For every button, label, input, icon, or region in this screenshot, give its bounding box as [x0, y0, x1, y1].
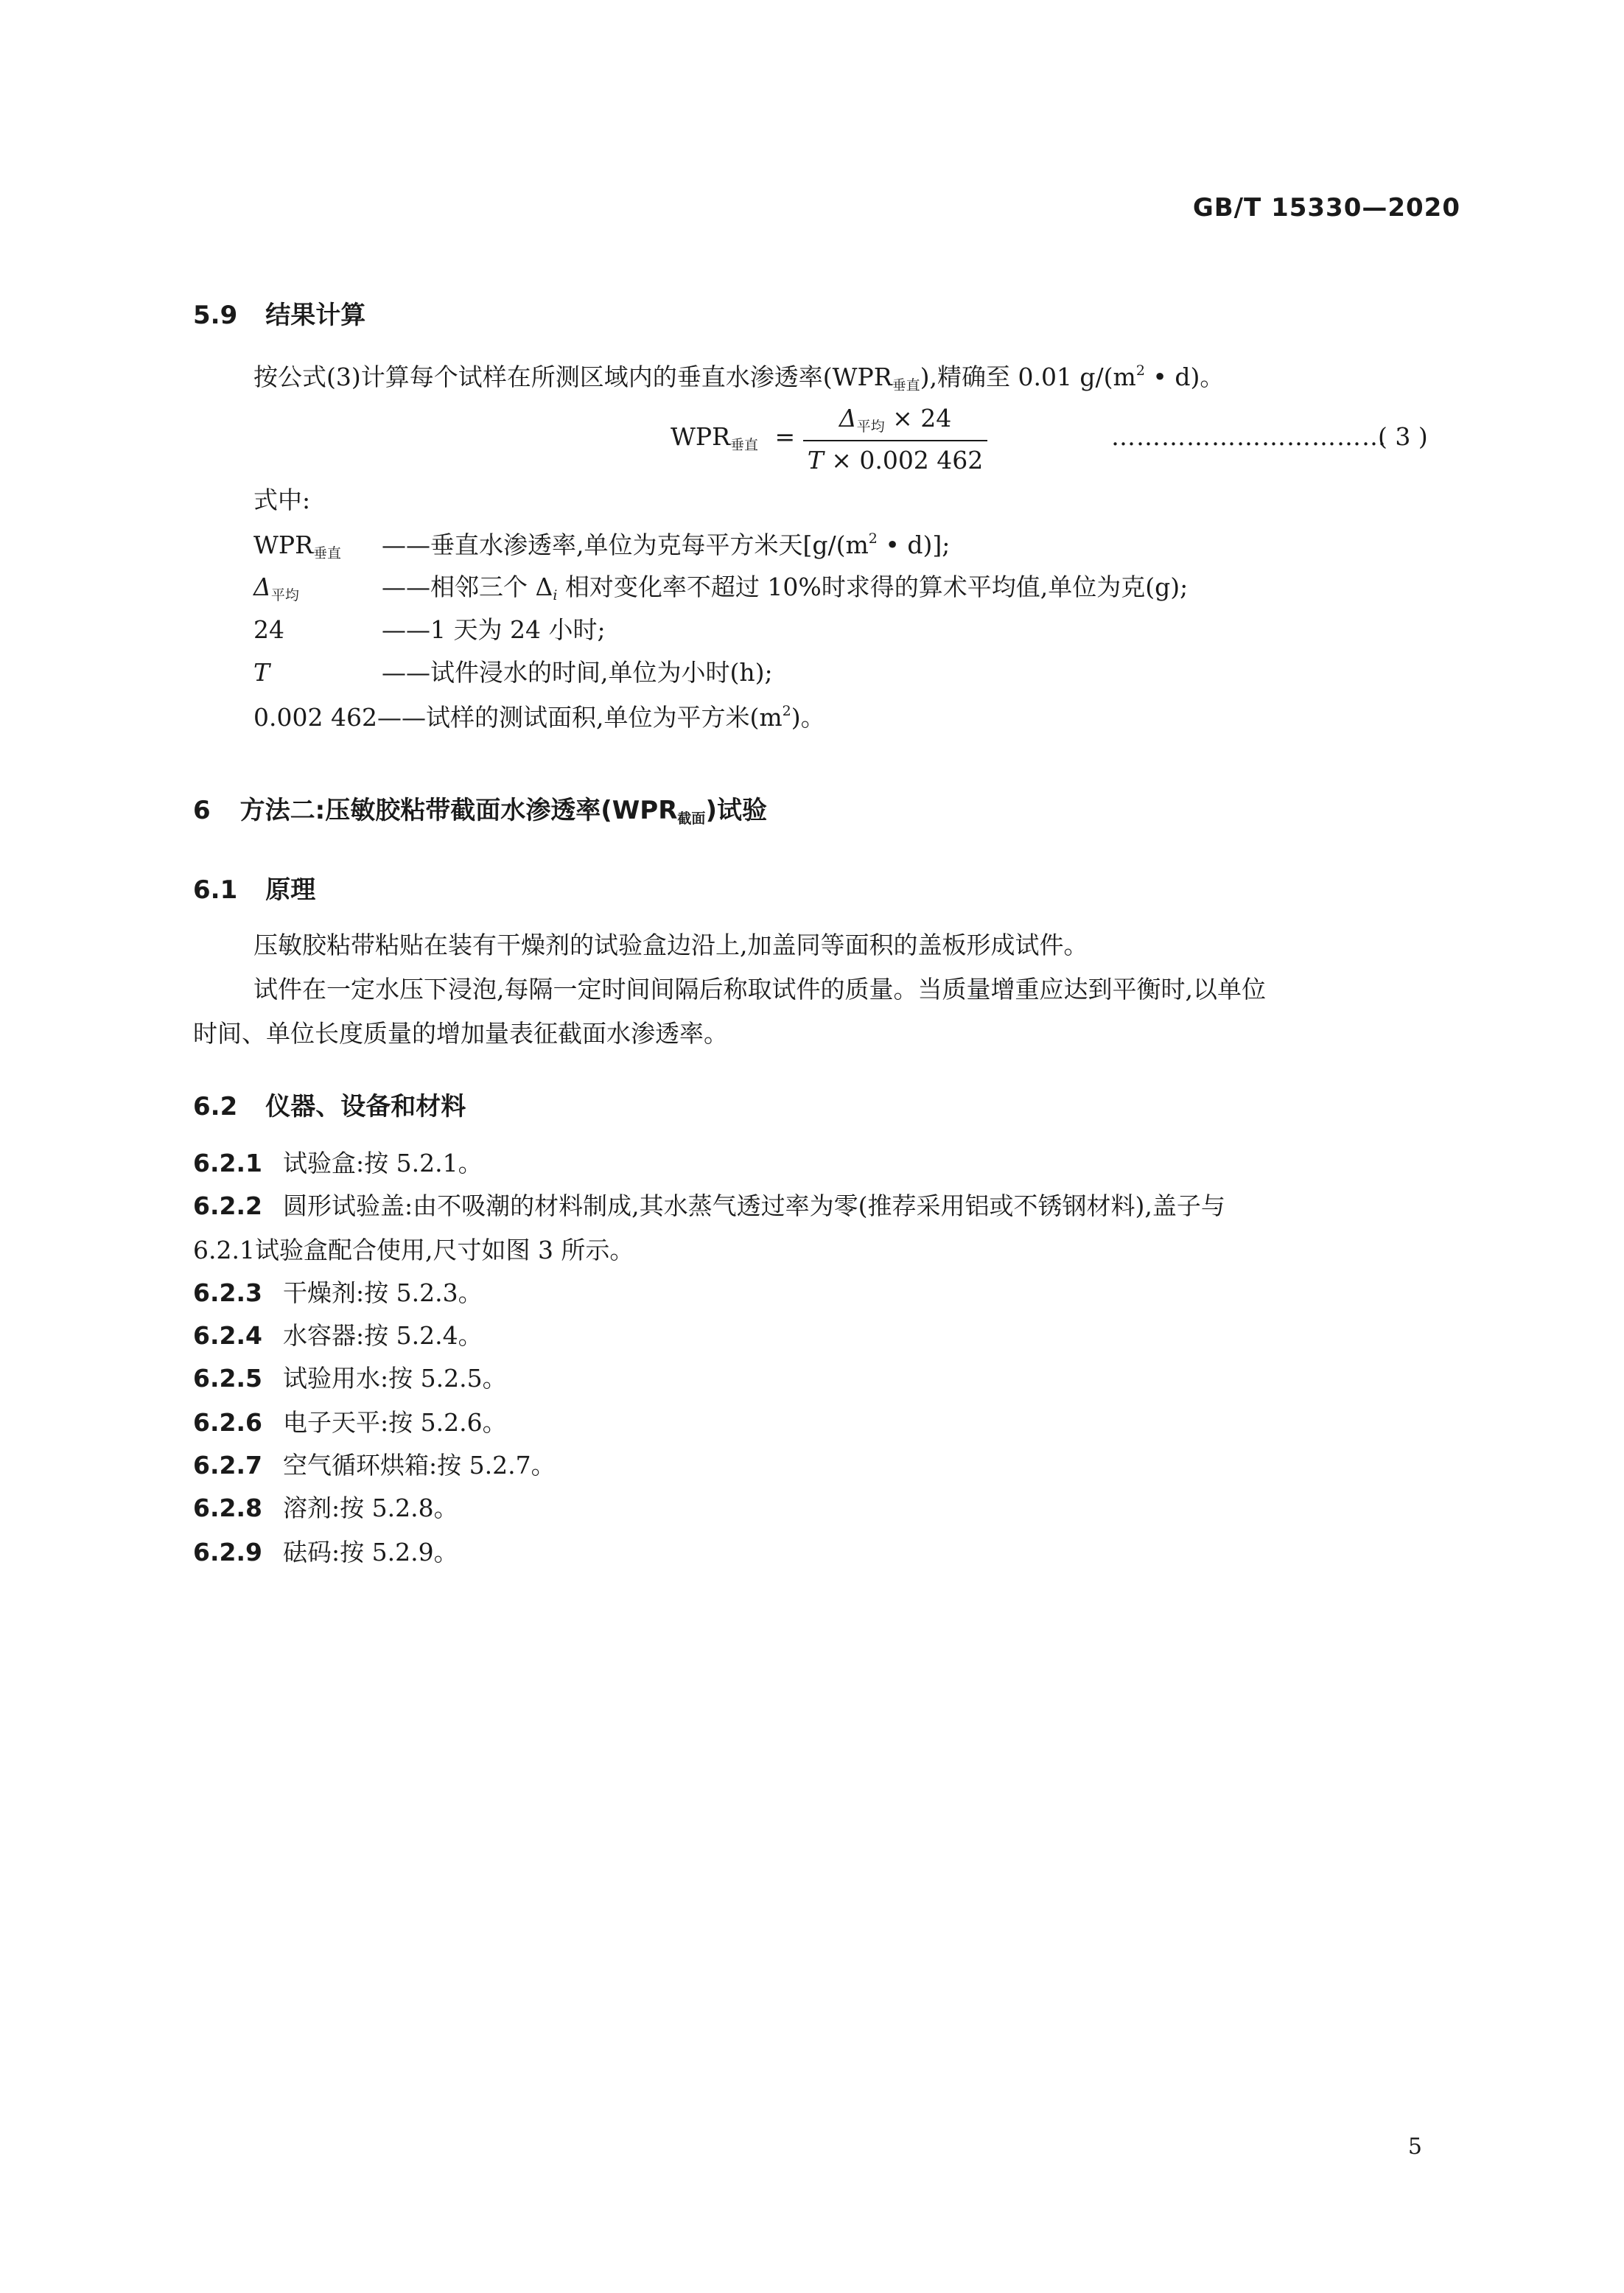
list-item: 6.2.2 圆形试验盖:由不吸潮的材料制成,其水蒸气透过率为零(推荐采用铝或不锈钢材料),盖子与	[193, 1191, 1225, 1220]
section-6-1-heading	[193, 869, 315, 906]
paragraph: 压敏胶粘带粘贴在装有干燥剂的试验盒边沿上,加盖同等面积的盖板形成试件。	[253, 931, 1088, 959]
paragraph: 试件在一定水压下浸泡,每隔一定时间间隔后称取试件的质量。当质量增重应达到平衡时,以单位	[253, 975, 1266, 1004]
list-item: 6.2.6 电子天平:按 5.2.6。	[193, 1408, 507, 1437]
variable-row: 24 ——1 天为 24 小时;	[253, 615, 606, 644]
list-item: 6.2.4 水容器:按 5.2.4。	[193, 1321, 483, 1350]
section-5-9-intro: 按公式(3)计算每个试样在所测区域内的垂直水渗透率$(WPR_{垂直})$,精确至 0.01 $g/(m^2$ • d)。	[253, 363, 1225, 393]
section-5-9-heading	[193, 295, 365, 331]
section-title: 仪器、设备和材料	[265, 1092, 466, 1121]
section-number: 6.1	[193, 875, 238, 905]
section-title: 原理	[265, 875, 316, 905]
section-number: 6.2	[193, 1092, 238, 1121]
paragraph-continuation: 时间、单位长度质量的增加量表征截面水渗透率。	[193, 1019, 728, 1048]
section-number: 5.9	[193, 301, 238, 330]
formula-leader-dots: ……………………………	[1111, 422, 1387, 451]
list-item: 6.2.9 砝码:按 5.2.9。	[193, 1538, 458, 1566]
where-label: 式中:	[253, 486, 311, 514]
formula-denominator: T × 0.002 462	[807, 446, 984, 475]
section-number: 6	[193, 796, 211, 825]
variable-row: 0.002 462——试样的测试面积,单位为平方米$(m^2)$。	[253, 703, 825, 732]
section-6-2-heading	[193, 1086, 466, 1122]
variable-row: $WPR_{垂直}$ ——垂直水渗透率,单位为克每平方米天[$g/(m^2$ • d)];	[253, 531, 951, 561]
list-item: 6.2.5 试验用水:按 5.2.5。	[193, 1364, 507, 1393]
formula-label: ( 3 )	[1378, 422, 1428, 451]
section-title: 结果计算	[265, 301, 366, 330]
list-item: 6.2.7 空气循环烘箱:按 5.2.7。	[193, 1451, 556, 1480]
document-code: GB/T 15330—2020	[1192, 193, 1460, 223]
section-6-heading: 6 方法二:压敏胶粘带截面水渗透率$(WPR_{截面})$试验	[193, 796, 767, 827]
variable-row: $\Delta_{平均}$ ——相邻三个 $\Delta_i$ 相对变化率不超过 10%时求得的算术平均值,单位为克(g);	[253, 573, 1189, 603]
formula-fraction	[803, 404, 987, 475]
list-item-continuation: 6.2.1试验盒配合使用,尺寸如图 3 所示。	[193, 1236, 634, 1264]
fraction-bar	[803, 440, 987, 441]
variable-row: T ——试件浸水的时间,单位为小时(h);	[253, 658, 773, 687]
page-number: 5	[1407, 2134, 1422, 2160]
list-item: 6.2.3 干燥剂:按 5.2.3。	[193, 1278, 483, 1307]
formula-numerator: $\Delta_{平均} \times 24$	[839, 404, 952, 435]
formula-lhs: $WPR_{垂直}$ =	[671, 422, 796, 453]
list-item: 6.2.1 试验盒:按 5.2.1。	[193, 1149, 483, 1177]
list-item: 6.2.8 溶剂:按 5.2.8。	[193, 1494, 458, 1522]
